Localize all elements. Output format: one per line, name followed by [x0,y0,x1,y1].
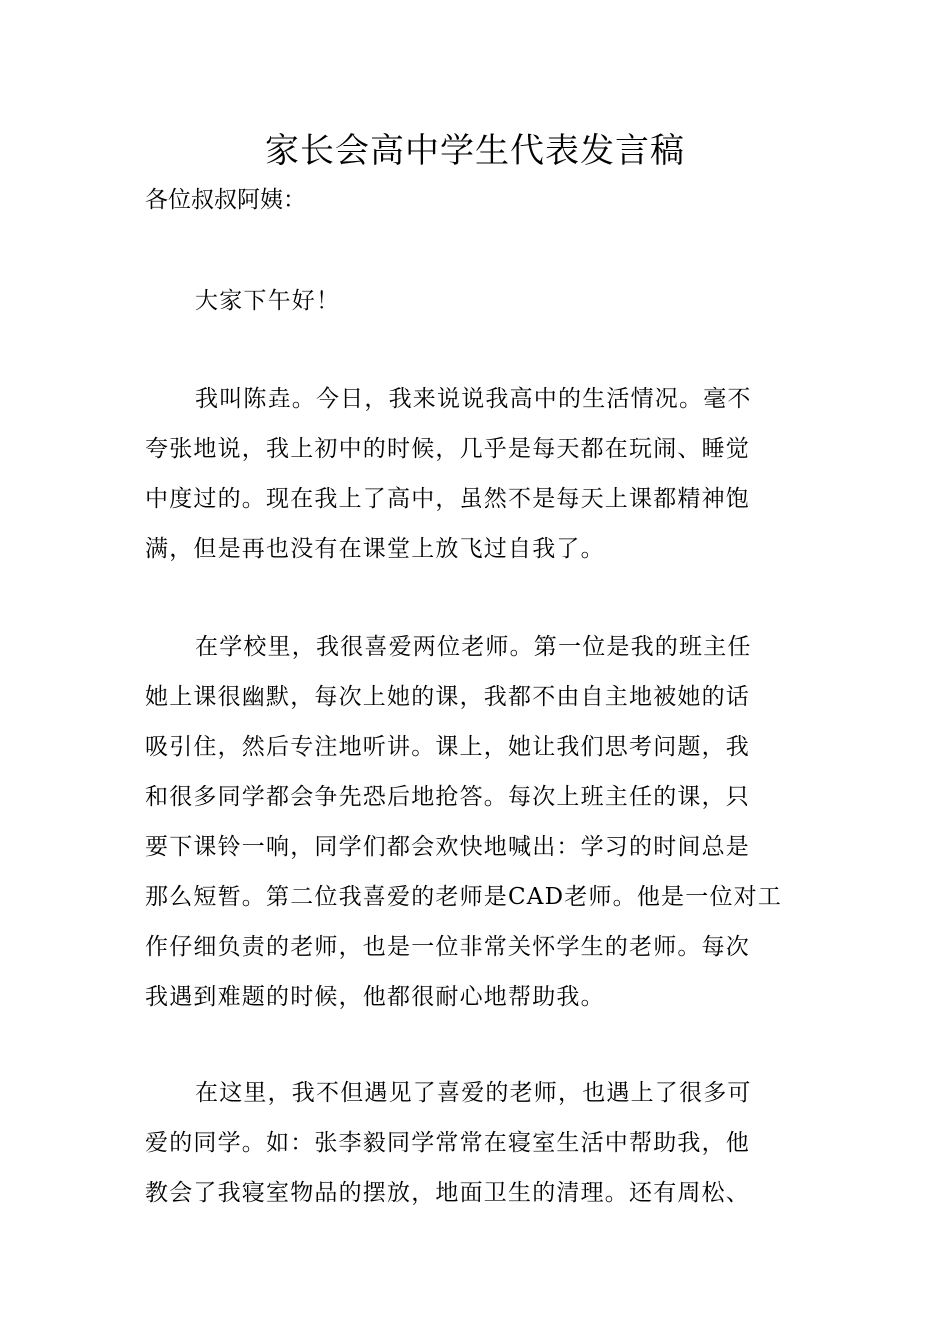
paragraph-line: 教会了我寝室物品的摆放，地面卫生的清理。还有周松、 [145,1180,750,1206]
paragraph-1 [145,276,813,326]
paragraph-line: 我遇到难题的时候，他都很耐心地帮助我。 [145,984,605,1010]
paragraph-line: 大家下午好！ [195,288,341,314]
paragraph-line: 和很多同学都会争先恐后地抢答。每次上班主任的课，只 [145,784,750,810]
paragraph-line: 我叫陈垚。今日，我来说说我高中的生活情况。毫不 [195,386,752,412]
paragraph-line: 那么短暂。第二位我喜爱的老师是CAD老师。他是一位对工 [145,884,783,910]
paragraph-line: 中度过的。现在我上了高中，虽然不是每天上课都精神饱 [145,486,750,512]
paragraph-4 [145,1068,813,1218]
paragraph-line: 夸张地说，我上初中的时候，几乎是每天都在玩闹、睡觉 [145,436,750,462]
paragraph-line: 她上课很幽默，每次上她的课，我都不由自主地被她的话 [145,684,750,710]
paragraph-line: 爱的同学。如：张李毅同学常常在寝室生活中帮助我，他 [145,1130,750,1156]
paragraph-line: 要下课铃一响，同学们都会欢快地喊出：学习的时间总是 [145,834,750,860]
paragraph-line: 作仔细负责的老师，也是一位非常关怀学生的老师。每次 [145,934,750,960]
paragraph-line: 满，但是再也没有在课堂上放飞过自我了。 [145,536,605,562]
document-title: 家长会高中学生代表发言稿 [265,131,685,171]
greeting-line: 各位叔叔阿姨： [145,187,306,213]
paragraph-3 [145,622,813,1022]
paragraph-line: 吸引住，然后专注地听讲。课上，她让我们思考问题，我 [145,734,750,760]
paragraph-line: 在学校里，我很喜爱两位老师。第一位是我的班主任 [195,634,752,660]
paragraph-line: 在这里，我不但遇见了喜爱的老师，也遇上了很多可 [195,1080,752,1106]
paragraph-2 [145,374,813,574]
